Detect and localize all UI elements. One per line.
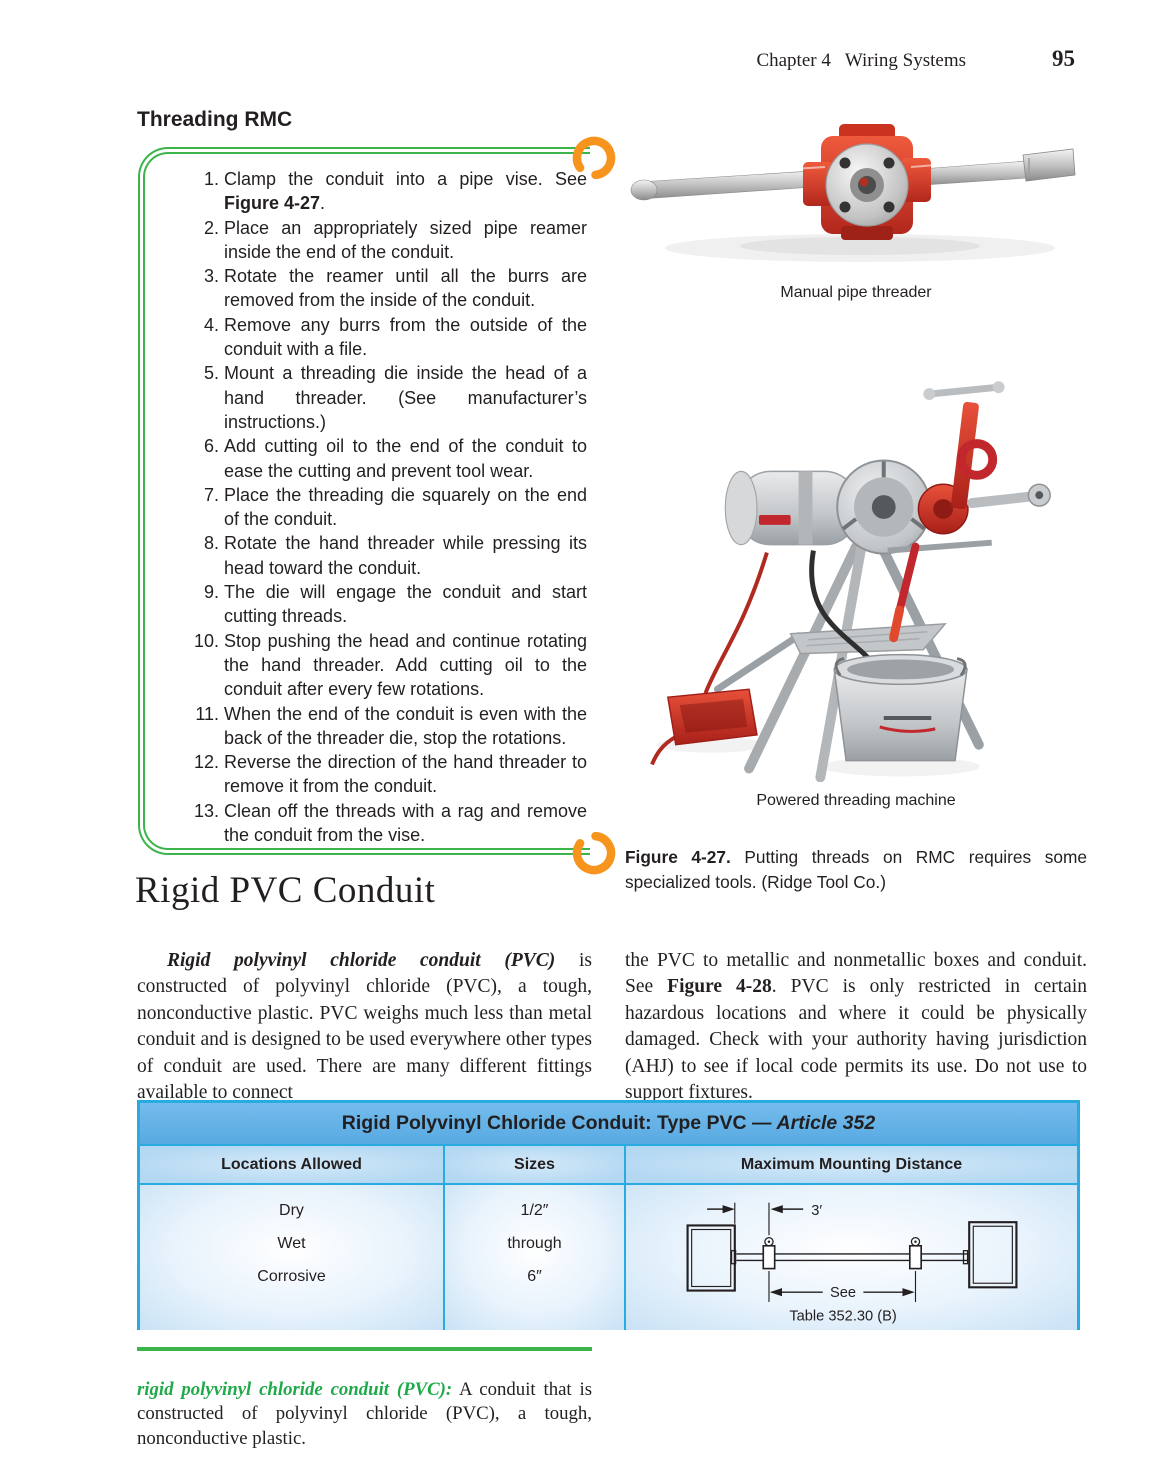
threading-rmc-heading: Threading RMC <box>137 108 293 131</box>
step-text <box>219 434 588 483</box>
size-item: 1/2″ <box>520 1202 549 1219</box>
header-locations-allowed: Locations Allowed <box>140 1146 443 1183</box>
locations-cell <box>140 1185 443 1330</box>
step-text-pre: Clean off the threads with a rag and remove the conduit from the vise. <box>224 800 587 846</box>
step-text-pre: Clamp the conduit into a pipe vise. See <box>224 169 587 189</box>
procedure-step <box>183 629 588 702</box>
step-number: 5. <box>203 363 219 384</box>
table-header-row <box>140 1146 1077 1185</box>
table-title <box>140 1103 1077 1146</box>
step-text-pre: When the end of the conduit is even with the back of the threader die, stop the rotations. <box>224 703 587 748</box>
body-text-left: is constructed of polyvinyl chloride (PVC), a tough, nonconductive plastic. PVC weighs much less than metal conduit and is designed to be used everywhere other types of conduit are used. There are many different fittings available to connect <box>137 949 593 1104</box>
powered-threading-machine-photo <box>650 340 1066 782</box>
procedure-step <box>183 750 588 799</box>
step-text-bold: Figure 4-27 <box>224 193 321 214</box>
step-number: 3. <box>203 266 219 287</box>
step-text-pre: Reverse the direction of the hand threader to remove it from the conduit. <box>224 752 587 797</box>
definition-divider <box>137 1347 592 1351</box>
sizes-cell <box>443 1185 624 1330</box>
see-label: See <box>829 1284 856 1301</box>
figure-4-27-caption <box>625 845 1087 895</box>
page-number: 95 <box>1052 46 1075 71</box>
table-title-text: Rigid Polyvinyl Chloride Conduit: Type PVC — <box>341 1112 772 1134</box>
procedure-step <box>183 434 588 483</box>
step-text <box>219 167 588 216</box>
procedure-step <box>183 167 588 216</box>
step-number: 9. <box>203 582 219 603</box>
manual-pipe-threader-photo <box>625 98 1087 276</box>
definition-text: A conduit that is constructed of polyvinyl chloride (PVC), a tough, nonconductive plastic. <box>137 1378 592 1449</box>
step-text-pre: Add cutting oil to the end of the conduit to ease the cutting and prevent tool wear. <box>224 436 587 481</box>
header-maximum-mounting-distance: Maximum Mounting Distance <box>624 1146 1077 1183</box>
step-text <box>219 750 588 799</box>
location-item: Corrosive <box>257 1268 326 1285</box>
procedure-step <box>183 361 588 434</box>
body-column-left <box>137 948 592 1108</box>
figure-label: Figure 4-27. <box>625 847 731 868</box>
step-number: 1. <box>203 169 219 189</box>
step-text-pre: Place an appropriately sized pipe reamer inside the end of the conduit. <box>224 217 587 262</box>
step-number: 11. <box>195 703 219 724</box>
step-number: 6. <box>203 436 219 457</box>
table-title-article: Article 352 <box>776 1112 876 1134</box>
step-text <box>219 580 588 629</box>
chapter-label: Chapter 4 <box>756 50 831 71</box>
section-label: Wiring Systems <box>844 50 966 71</box>
procedure-step <box>183 216 588 265</box>
step-text <box>219 264 588 313</box>
definition-term: rigid polyvinyl chloride conduit (PVC): <box>137 1378 453 1400</box>
step-text <box>219 702 588 751</box>
location-item: Dry <box>279 1202 304 1219</box>
procedure-step <box>183 580 588 629</box>
step-number: 12. <box>193 752 219 773</box>
step-text-pre: Mount a threading die inside the head of a hand threader. (See manufacturer’s instructions.) <box>224 363 587 432</box>
page-header <box>0 46 1075 72</box>
mounting-distance-diagram <box>639 1188 1065 1328</box>
mounting-distance-cell <box>624 1185 1077 1330</box>
definition-paragraph <box>137 1378 592 1452</box>
procedure-step <box>183 702 588 751</box>
step-text <box>219 629 588 702</box>
header-sizes: Sizes <box>443 1146 624 1183</box>
body-text-right-post: . PVC is only restricted in certain hazardous locations and where it could be physically damaged. Check with your authority having jurisdiction (AHJ) to see if local code permits its use. Do not use to support fixtures. <box>625 976 1087 1104</box>
step-text <box>219 483 588 532</box>
step-text-pre: The die will engage the conduit and start cutting threads. <box>224 582 587 627</box>
procedure-step <box>183 799 588 848</box>
orange-hook-bottom-icon <box>568 823 620 875</box>
size-item: through <box>507 1235 562 1252</box>
step-text-post: . <box>320 193 326 214</box>
step-text-pre: Place the threading die squarely on the end of the conduit. <box>224 484 587 530</box>
procedure-step <box>183 264 588 313</box>
pvc-term-lead: Rigid polyvinyl chloride conduit (PVC) <box>167 949 556 971</box>
powered-machine-caption: Powered threading machine <box>756 792 956 809</box>
step-text-pre: Remove any burrs from the outside of the conduit with a file. <box>224 314 587 360</box>
table-body-row <box>140 1185 1077 1330</box>
step-number: 13. <box>193 800 219 821</box>
step-text <box>219 531 588 580</box>
step-text-pre: Rotate the hand threader while pressing its head toward the conduit. <box>224 533 587 578</box>
location-item: Wet <box>277 1235 306 1252</box>
procedure-step <box>183 483 588 532</box>
orange-hook-top-icon <box>568 128 620 180</box>
rigid-pvc-conduit-heading: Rigid PVC Conduit <box>135 870 436 911</box>
procedure-step <box>183 531 588 580</box>
size-item: 6″ <box>527 1268 542 1285</box>
body-column-right <box>625 948 1087 1108</box>
step-number: 8. <box>203 533 219 554</box>
step-text <box>219 313 588 362</box>
step-text-pre: Stop pushing the head and continue rotating the hand threader. Add cutting oil to the conduit after every few rotations. <box>224 630 587 700</box>
step-text <box>219 216 588 265</box>
step-text-pre: Rotate the reamer until all the burrs are removed from the inside of the conduit. <box>224 266 587 311</box>
distance-label: 3′ <box>810 1202 822 1219</box>
manual-threader-caption: Manual pipe threader <box>780 284 932 301</box>
body-text-right-pre: the PVC to metallic and nonmetallic boxes and conduit. See <box>625 949 1087 998</box>
table-ref-label: Table 352.30 (B) <box>788 1308 897 1325</box>
procedure-box <box>138 147 590 855</box>
step-number: 4. <box>203 314 219 335</box>
step-number: 2. <box>203 217 219 238</box>
figure-4-28-ref: Figure 4-28 <box>667 976 772 998</box>
step-text <box>219 361 588 434</box>
figure-caption-text: Putting threads on RMC requires some specialized tools. (Ridge Tool Co.) <box>625 847 1087 893</box>
pvc-article-table <box>137 1100 1080 1330</box>
procedure-step <box>183 313 588 362</box>
step-number: 7. <box>203 484 219 505</box>
step-number: 10. <box>193 630 219 651</box>
step-text <box>219 799 588 848</box>
